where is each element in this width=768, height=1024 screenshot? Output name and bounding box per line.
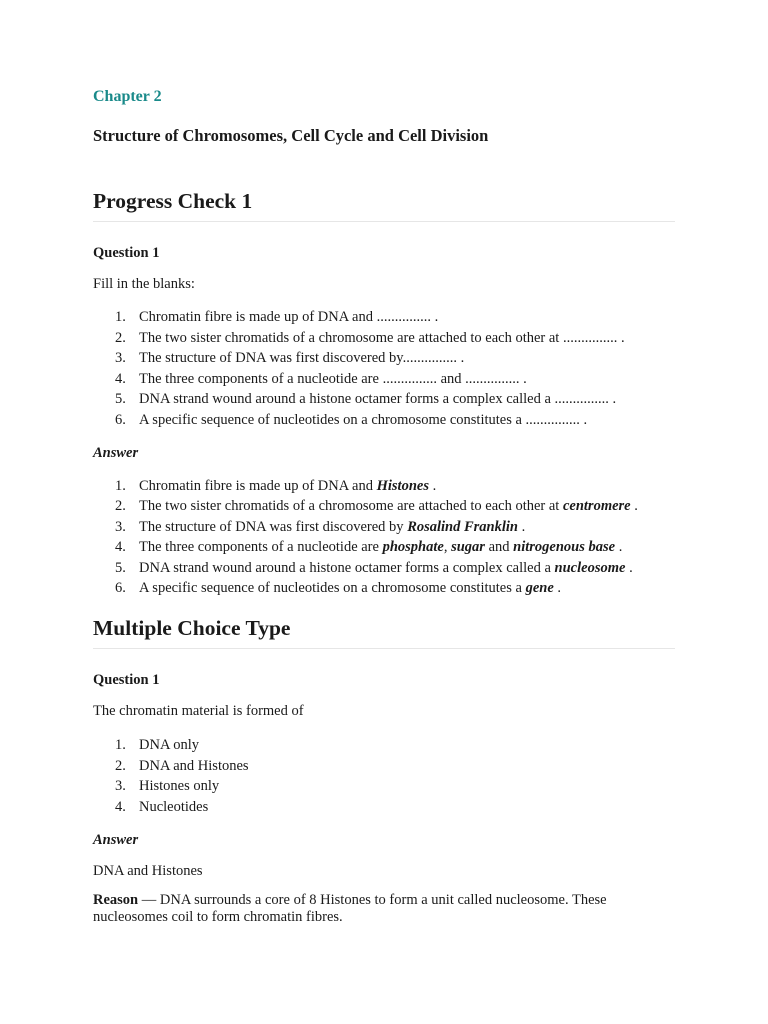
answer-term: centromere xyxy=(562,498,631,514)
reason-text: — DNA surrounds a core of 8 Histones to form a unit called nucleosome. These nucleosomes coil to form chromatin fibres. xyxy=(93,891,607,925)
answer-term: Histones xyxy=(376,477,429,494)
section-divider xyxy=(93,648,675,649)
answer-term: sugar xyxy=(451,539,485,555)
blank-item-text: The structure of DNA was first discovered by............... . xyxy=(139,350,465,366)
answer-term: phosphate xyxy=(382,539,444,555)
option-text: DNA only xyxy=(139,737,200,753)
question-label: Question 1 xyxy=(93,245,160,261)
options-list xyxy=(93,735,675,817)
list-item: 4. The three components of a nucleotide are phosphate, sugar and nitrogenous base . xyxy=(115,539,623,555)
list-item: 6. A specific sequence of nucleotides on a chromosome constitutes a gene . xyxy=(115,580,561,596)
list-item: 5. DNA strand wound around a histone octamer forms a complex called a ............... . xyxy=(115,391,617,407)
blank-item-text: The three components of a nucleotide are ............... and ............... . xyxy=(139,370,527,387)
option-text: Histones only xyxy=(139,778,220,794)
blank-item-text: The two sister chromatids of a chromosome are attached to each other at ............... . xyxy=(139,329,625,346)
list-item: 1. Chromatin fibre is made up of DNA and ............... . xyxy=(115,309,439,325)
option-text: DNA and Histones xyxy=(139,757,249,774)
reason-label: Reason xyxy=(93,891,139,908)
blanks-list xyxy=(93,307,675,430)
content xyxy=(93,86,675,926)
question-label: Question 1 xyxy=(93,672,160,688)
list-item: 5. DNA strand wound around a histone octamer forms a complex called a nucleosome . xyxy=(115,559,633,576)
answer-label: Answer xyxy=(93,444,139,461)
answer-term: gene xyxy=(525,580,554,596)
chapter-subtitle: Structure of Chromosomes, Cell Cycle and Cell Division xyxy=(93,126,489,145)
answer-term: nitrogenous base xyxy=(513,539,616,555)
blank-item-text: Chromatin fibre is made up of DNA and ............... . xyxy=(139,309,439,325)
option-text: Nucleotides xyxy=(139,798,209,815)
answers-list xyxy=(93,476,675,599)
answer-text: DNA and Histones xyxy=(93,862,203,879)
list-item: 2. The two sister chromatids of a chromosome are attached to each other at ............... . xyxy=(115,329,625,346)
list-item: 2. DNA and Histones xyxy=(115,757,249,774)
question-prompt: Fill in the blanks: xyxy=(93,276,195,292)
answer-term: Rosalind Franklin xyxy=(407,518,518,535)
list-item: 1. Chromatin fibre is made up of DNA and Histones . xyxy=(115,477,437,494)
answer-term: nucleosome xyxy=(554,559,626,576)
question-prompt: The chromatin material is formed of xyxy=(93,703,304,719)
answer-label: Answer xyxy=(93,831,139,848)
list-item: 3. Histones only xyxy=(115,778,220,794)
mcq-heading: Multiple Choice Type xyxy=(93,616,291,640)
list-item: 3. The structure of DNA was first discovered by............... . xyxy=(115,350,465,366)
chapter-title: Chapter 2 xyxy=(93,88,162,105)
section-divider xyxy=(93,221,675,222)
reason-paragraph xyxy=(93,892,675,926)
blank-item-text: A specific sequence of nucleotides on a chromosome constitutes a ............... . xyxy=(139,411,588,428)
list-item: 6. A specific sequence of nucleotides on a chromosome constitutes a ............... . xyxy=(115,411,588,428)
progress-check-heading: Progress Check 1 xyxy=(93,189,253,213)
list-item: 4. Nucleotides xyxy=(115,798,209,815)
list-item: 3. The structure of DNA was first discovered by Rosalind Franklin . xyxy=(115,518,526,535)
list-item: 1. DNA only xyxy=(115,737,200,753)
list-item: 2. The two sister chromatids of a chromosome are attached to each other at centromere . xyxy=(115,498,638,514)
list-item: 4. The three components of a nucleotide are ............... and ............... . xyxy=(115,370,527,387)
blank-item-text: DNA strand wound around a histone octamer forms a complex called a ............... . xyxy=(139,391,617,407)
